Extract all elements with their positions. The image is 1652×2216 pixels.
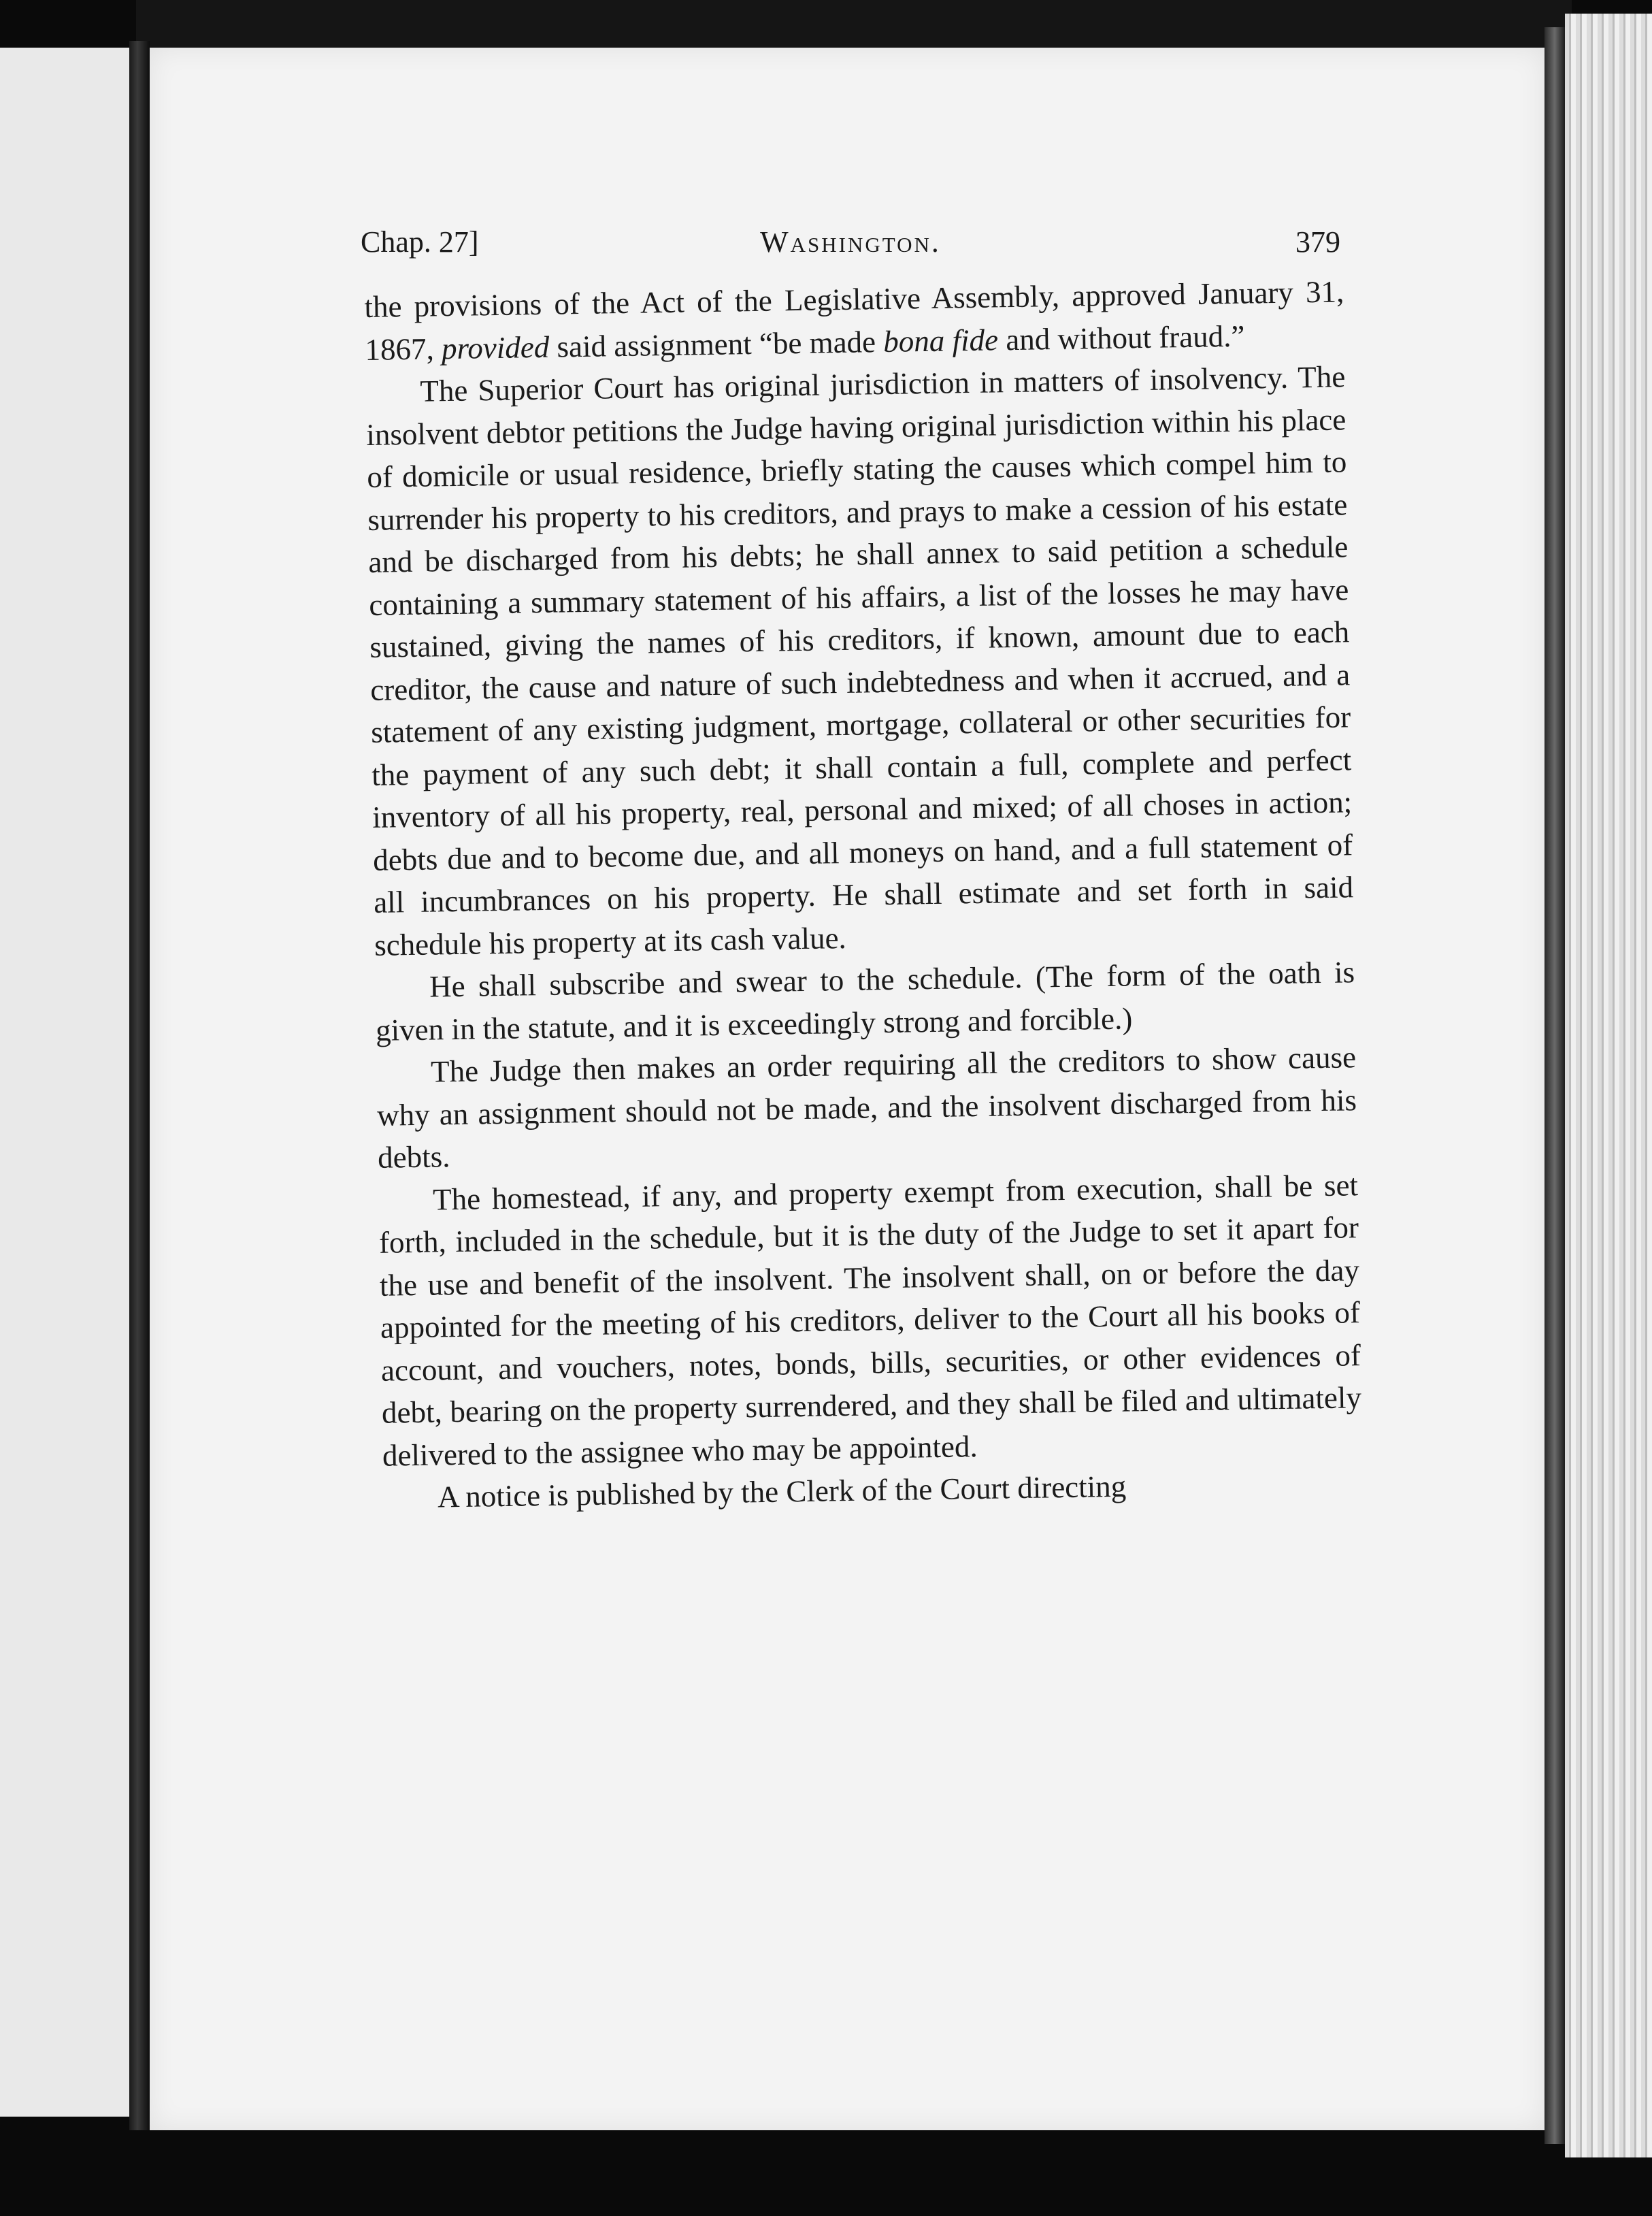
text-run: and without fraud.” xyxy=(997,319,1245,357)
text-run: the provisions of the Act of the Legislative Assembly, approved January 31, 1867, xyxy=(364,274,1344,367)
book-gutter xyxy=(129,41,150,2130)
running-head xyxy=(361,225,1340,279)
text-run: The Superior Court has original jurisdiction in matters of insolvency. The insolvent debtor petitions the Judge having original jurisdiction within his place of domicile or usual residence, briefly stating the causes which compel him to surrender his property to his creditors, and prays to make a cession of his estate and be discharged from his debts; he shall annex to said petition a schedule containing a summary statement of his affairs, a list of the losses he may have sustained, giving the names of his creditors, if known, amount due to each creditor, the cause and nature of such indebtedness and when it accrued, and a statement of any existing judgment, mortgage, collateral or other securities for the payment of any such debt; it shall contain a full, complete and perfect inventory of all his property, real, personal and mixed; of all choses in action; debts due and to become due, and all moneys on hand, and a full statement of all incumbrances on his property. He shall estimate and set forth in said schedule his property at its cash value. xyxy=(366,359,1354,962)
text-run-italic: bona fide xyxy=(882,322,999,359)
page-edge-shadow xyxy=(1544,27,1565,2144)
paragraph xyxy=(364,270,1345,371)
chapter-label: Chap. 27] xyxy=(361,225,479,259)
running-title: Washington. xyxy=(760,225,941,259)
text-run: said assignment “be made xyxy=(548,324,884,364)
paragraph xyxy=(376,1036,1358,1179)
page-number: 379 xyxy=(1295,225,1340,259)
text-run: The homestead, if any, and property exempt from execution, shall be set forth, included in the schedule, but it is the duty of the Judge to set it apart for the use and benefit of the insolvent. The insolvent shall, on or before the day appointed for the meeting of his creditors, deliver to the Court all his books of account, and vouchers, notes, bonds, bills, securities, or other evidences of debt, bearing on the property surrendered, and they shall be filed and ultimately delivered to the assignee who may be appointed. xyxy=(378,1167,1362,1473)
stacked-page-edges xyxy=(1565,14,1652,2157)
paragraph xyxy=(365,355,1355,966)
paragraph xyxy=(378,1164,1363,1477)
text-run: The Judge then makes an order requiring all the creditors to show cause why an assignment should not be made, and the insolvent discharged from his debts. xyxy=(376,1040,1357,1175)
text-run-italic: provided xyxy=(441,329,550,365)
scan-top-border xyxy=(136,0,1572,48)
body-text xyxy=(364,270,1363,1519)
text-run: A notice is published by the Clerk of the Court directing xyxy=(437,1469,1127,1514)
paragraph xyxy=(375,951,1356,1052)
text-run: He shall subscribe and swear to the schedule. (The form of the oath is given in the statute, and it is exceedingly strong and forcible.) xyxy=(375,955,1355,1047)
facing-page-edge xyxy=(0,48,131,2117)
